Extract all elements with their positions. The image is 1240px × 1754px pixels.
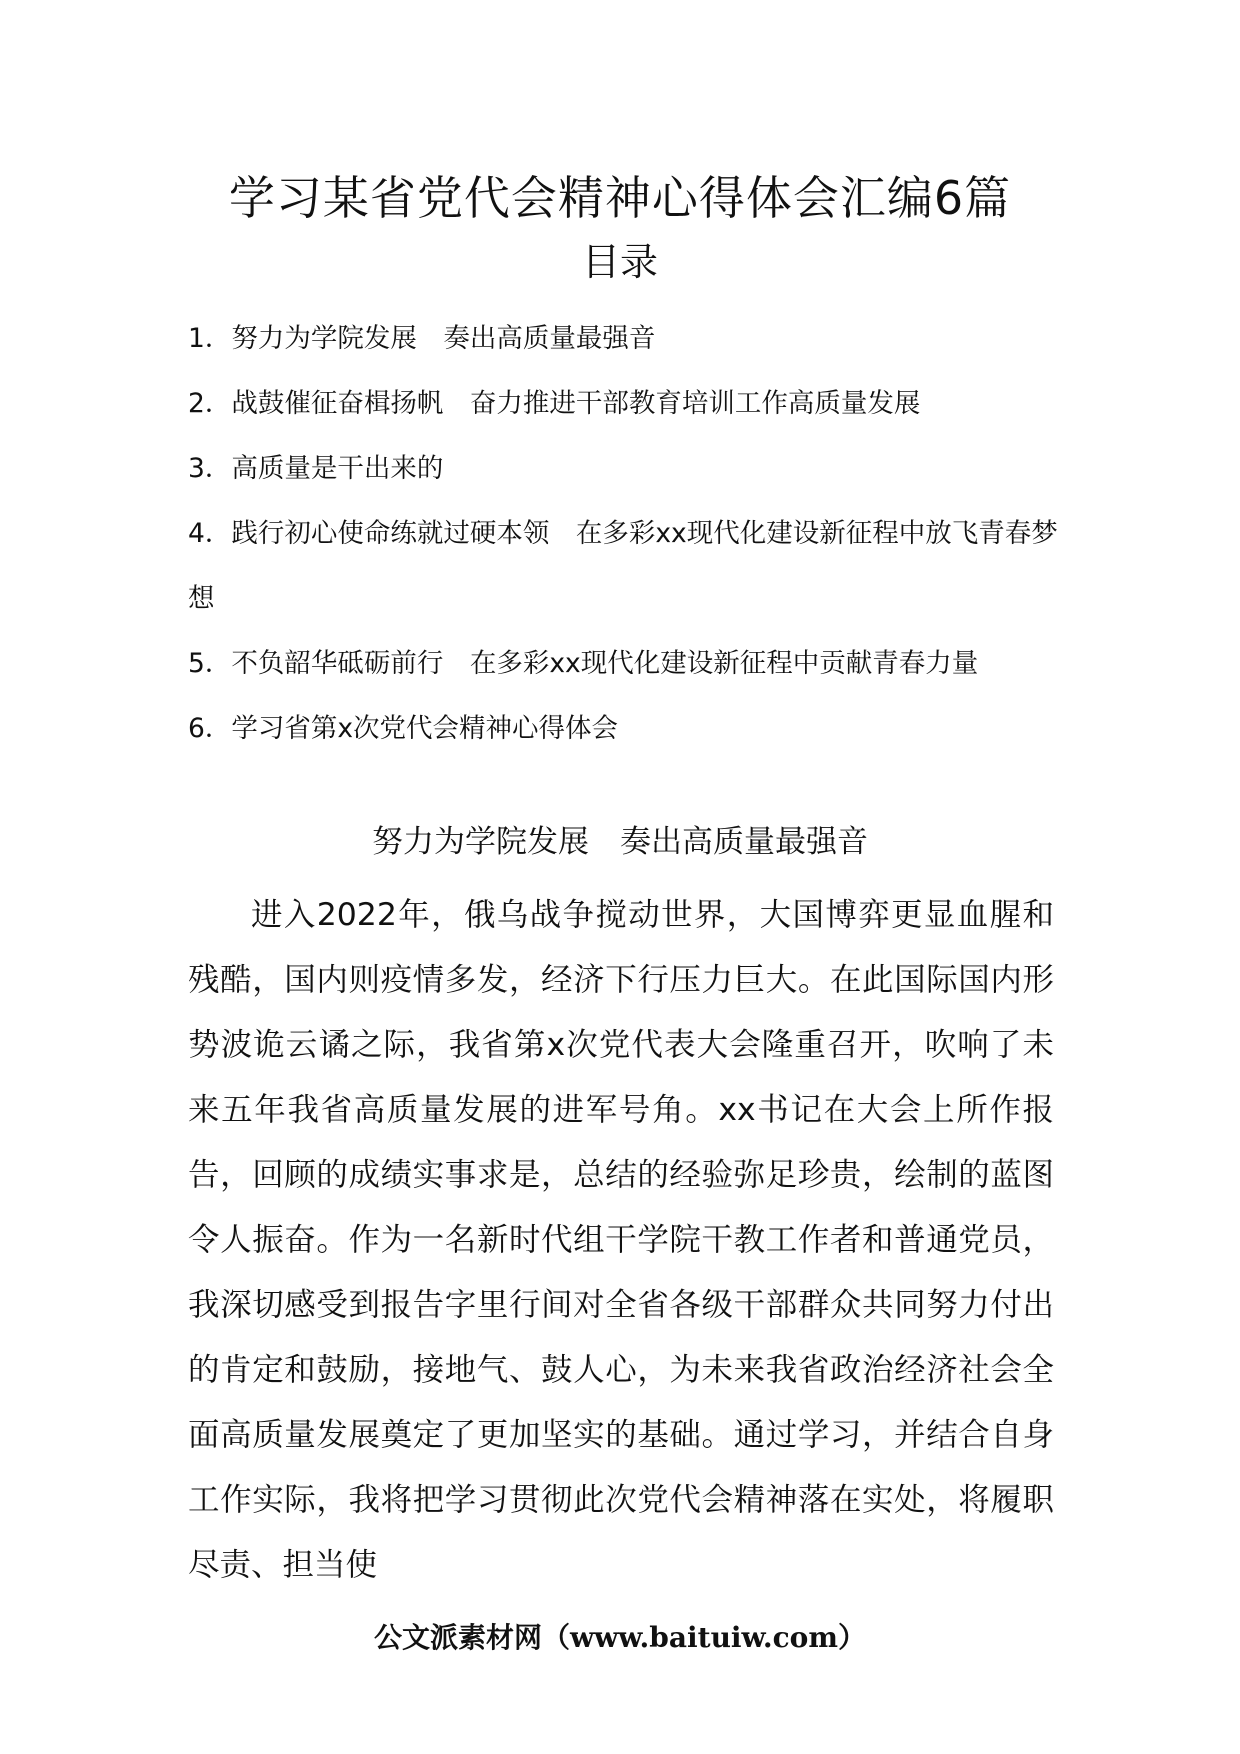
footer-watermark: 公文派素材网（www.baituiw.com）: [374, 1621, 866, 1654]
toc-item-5: 5．不负韶华砥砺前行 在多彩xx现代化建设新征程中贡献青春力量: [188, 648, 979, 679]
toc-item-4: 4．践行初心使命练就过硬本领 在多彩xx现代化建设新征程中放飞青春梦想: [188, 518, 1058, 614]
toc-item-6: 6．学习省第x次党代会精神心得体会: [188, 713, 619, 744]
toc-item-1: 1．努力为学院发展 奏出高质量最强音: [188, 323, 656, 354]
section-title: 努力为学院发展 奏出高质量最强音: [372, 824, 868, 860]
toc-item-3: 3．高质量是干出来的: [188, 453, 444, 484]
body-paragraph: 进入2022年，俄乌战争搅动世界，大国博弈更显血腥和残酷，国内则疫情多发，经济下行压力巨大。在此国际国内形势波诡云谲之际，我省第x次党代表大会隆重召开，吹响了未来五年我省高质量发展的进军号角。xx书记在大会上所作报告，回顾的成绩实事求是，总结的经验弥足珍贵，绘制的蓝图令人振奋。作为一名新时代组干学院干教工作者和普通党员，我深切感受到报告字里行间对全省各级干部群众共同努力付出的肯定和鼓励，接地气、鼓人心，为未来我省政治经济社会全面高质量发展奠定了更加坚实的基础。通过学习，并结合自身工作实际，我将把学习贯彻此次党代会精神落在实处，将履职尽责、担当使: [188, 897, 1054, 1583]
toc-heading: 目录: [581, 240, 658, 284]
table-of-contents: [188, 306, 1058, 761]
toc-item-2: 2．战鼓催征奋楫扬帆 奋力推进干部教育培训工作高质量发展: [188, 388, 921, 419]
document-title: 学习某省党代会精神心得体会汇编6篇: [228, 171, 1012, 225]
